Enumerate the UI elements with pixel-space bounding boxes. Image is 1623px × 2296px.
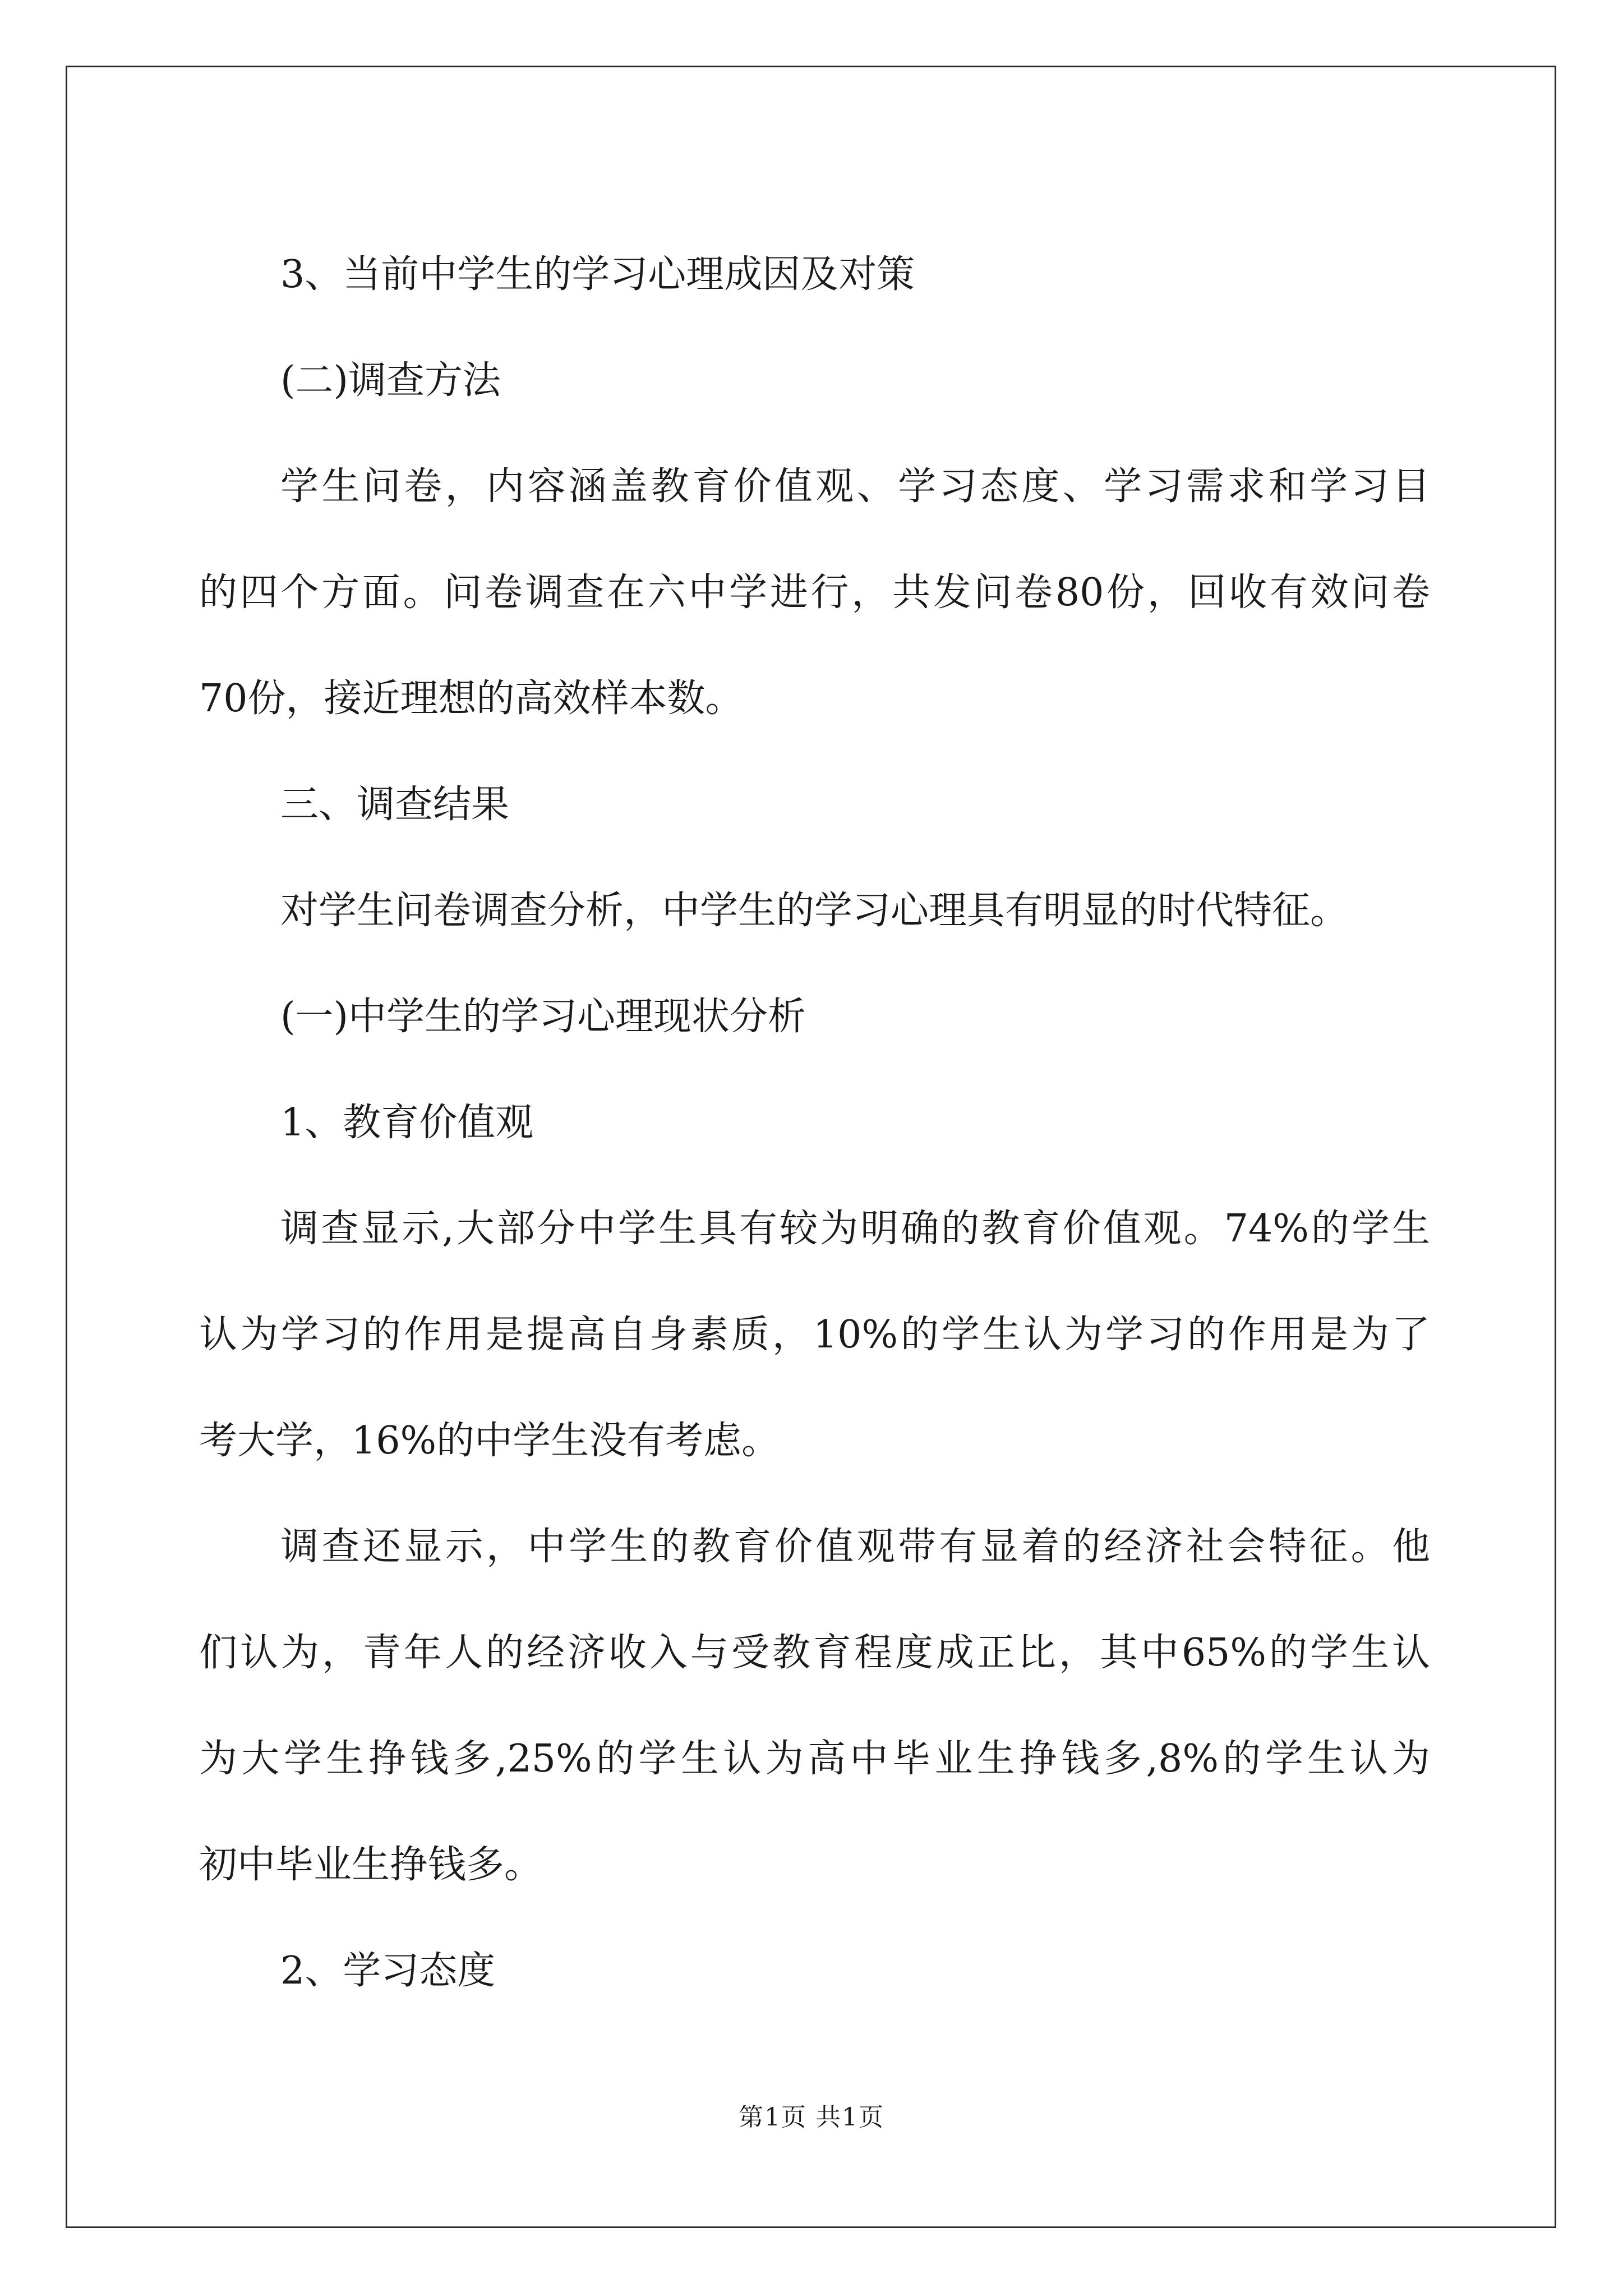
text-line: 70份，接近理想的高效样本数。 — [199, 677, 744, 721]
text-line: (二)调查方法 — [280, 358, 501, 403]
text-line: 考大学，16%的中学生没有考虑。 — [199, 1419, 780, 1463]
text-line: 的四个方面。问卷调查在六中学进行，共发问卷80份，回收有效问卷 — [199, 570, 1430, 615]
para-heading-reasons — [199, 222, 1430, 328]
para-heading-attitude — [199, 1918, 1430, 2024]
para-results-intro — [199, 858, 1430, 964]
text-line: 1、教育价值观 — [280, 1101, 534, 1145]
text-line: 学生问卷，内容涵盖教育价值观、学习态度、学习需求和学习目 — [280, 464, 1430, 509]
text-line: 为大学生挣钱多,25%的学生认为高中毕业生挣钱多,8%的学生认为 — [199, 1737, 1430, 1781]
text-line: 对学生问卷调查分析，中学生的学习心理具有明显的时代特征。 — [280, 889, 1349, 933]
text-line: 们认为，青年人的经济收入与受教育程度成正比，其中65%的学生认 — [199, 1631, 1430, 1675]
para-questionnaire — [199, 434, 1430, 752]
document-body — [199, 222, 1430, 2024]
text-line: (一)中学生的学习心理现状分析 — [280, 995, 806, 1039]
text-line: 认为学习的作用是提高自身素质，10%的学生认为学习的作用是为了 — [199, 1313, 1430, 1357]
text-line: 3、当前中学生的学习心理成因及对策 — [280, 252, 915, 297]
text-line: 初中毕业生挣钱多。 — [199, 1843, 543, 1887]
para-values-survey — [199, 1176, 1430, 1494]
para-heading-method — [199, 328, 1430, 434]
text-line: 三、调查结果 — [280, 783, 510, 827]
para-economic — [199, 1494, 1430, 1918]
text-line: 调查显示,大部分中学生具有较为明确的教育价值观。74%的学生 — [280, 1207, 1430, 1251]
text-line: 调查还显示，中学生的教育价值观带有显着的经济社会特征。他 — [280, 1525, 1430, 1569]
page-footer — [0, 2097, 1623, 2133]
para-heading-results — [199, 752, 1430, 858]
page-number-label: 第1页 共1页 — [739, 2103, 884, 2132]
para-heading-values — [199, 1070, 1430, 1176]
para-heading-status — [199, 964, 1430, 1070]
text-line: 2、学习态度 — [280, 1949, 496, 1993]
